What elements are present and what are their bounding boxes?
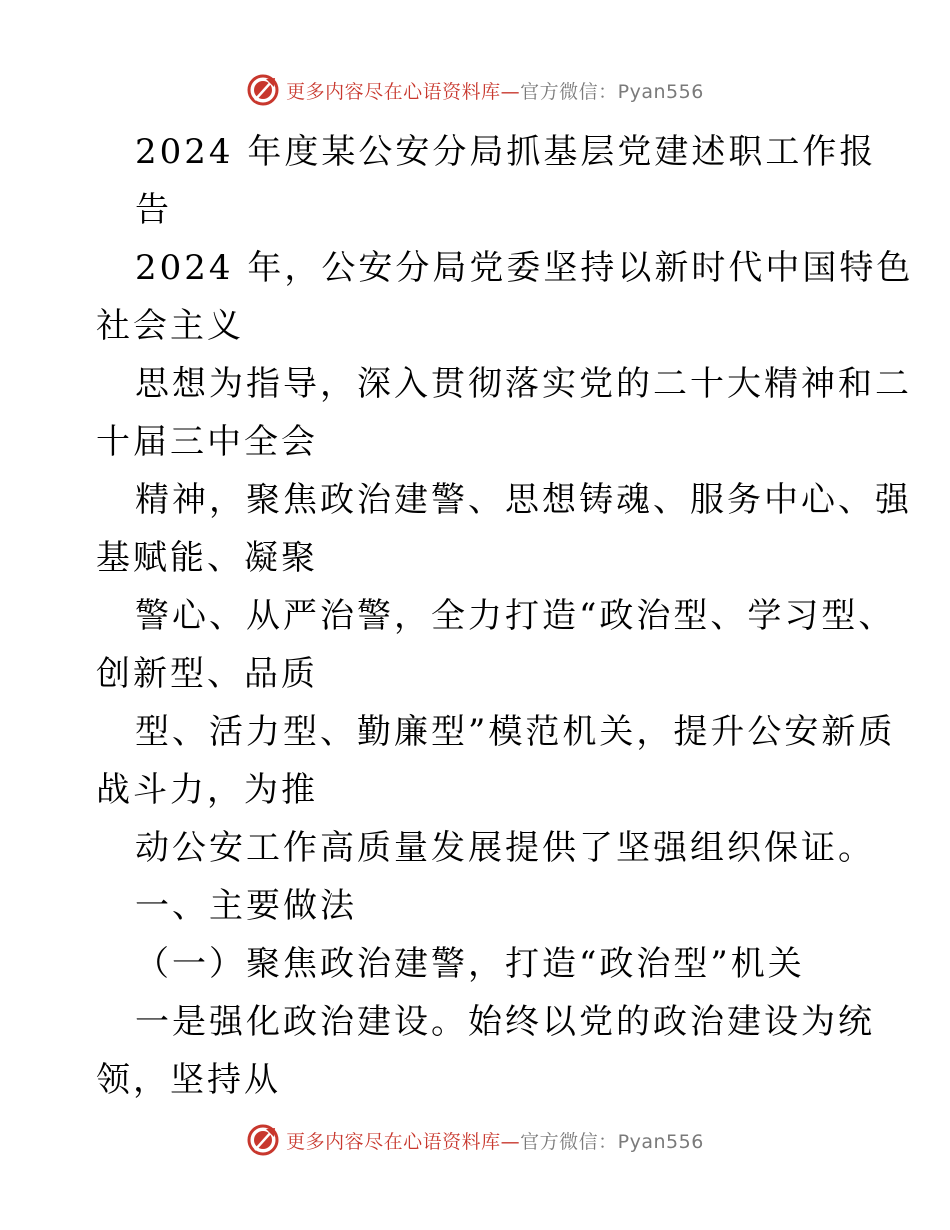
footer-watermark-inner — [246, 1123, 704, 1157]
subsection-heading: （一）聚焦政治建警，打造“政治型”机关 — [135, 944, 805, 984]
footer-watermark-text — [286, 1127, 704, 1154]
paragraph-line: 创新型、品质 — [96, 654, 318, 694]
header-watermark-main: 更多内容尽在心语资料库— — [286, 80, 521, 103]
paragraph-line: 型、活力型、勤廉型”模范机关，提升公安新质 — [135, 712, 896, 752]
paragraph-line: 十届三中全会 — [96, 422, 318, 462]
paragraph-line: 社会主义 — [96, 306, 244, 346]
paragraph-line: 基赋能、凝聚 — [96, 538, 318, 578]
header-watermark-text — [286, 77, 704, 104]
paragraph-line: 思想为指导，深入贯彻落实党的二十大精神和二 — [135, 364, 912, 404]
paragraph-line: 领，坚持从 — [96, 1060, 281, 1100]
paragraph-line: 精神，聚焦政治建警、思想铸魂、服务中心、强 — [135, 480, 912, 520]
footer-watermark-main: 更多内容尽在心语资料库— — [286, 1130, 521, 1153]
paragraph-line: 警心、从严治警，全力打造“政治型、学习型、 — [135, 596, 896, 636]
section-heading: 一、主要做法 — [135, 886, 357, 926]
doc-title-line-1: 2024 年度某公安分局抓基层党建述职工作报 — [135, 132, 877, 172]
paragraph-line: 动公安工作高质量发展提供了坚强组织保证。 — [135, 828, 875, 868]
quill-seal-icon — [246, 1123, 280, 1157]
paragraph-line: 战斗力，为推 — [96, 770, 318, 810]
paragraph-line: 2024 年，公安分局党委坚持以新时代中国特色 — [135, 248, 914, 288]
footer-watermark-wechat: 官方微信：Pyan556 — [520, 1130, 704, 1153]
header-watermark-inner — [246, 73, 704, 107]
quill-seal-icon — [246, 73, 280, 107]
header-watermark-wechat: 官方微信：Pyan556 — [520, 80, 704, 103]
header-watermark — [0, 70, 950, 110]
doc-title-line-2: 告 — [135, 190, 172, 230]
footer-watermark — [0, 1120, 950, 1160]
paragraph-line: 一是强化政治建设。始终以党的政治建设为统 — [135, 1002, 875, 1042]
